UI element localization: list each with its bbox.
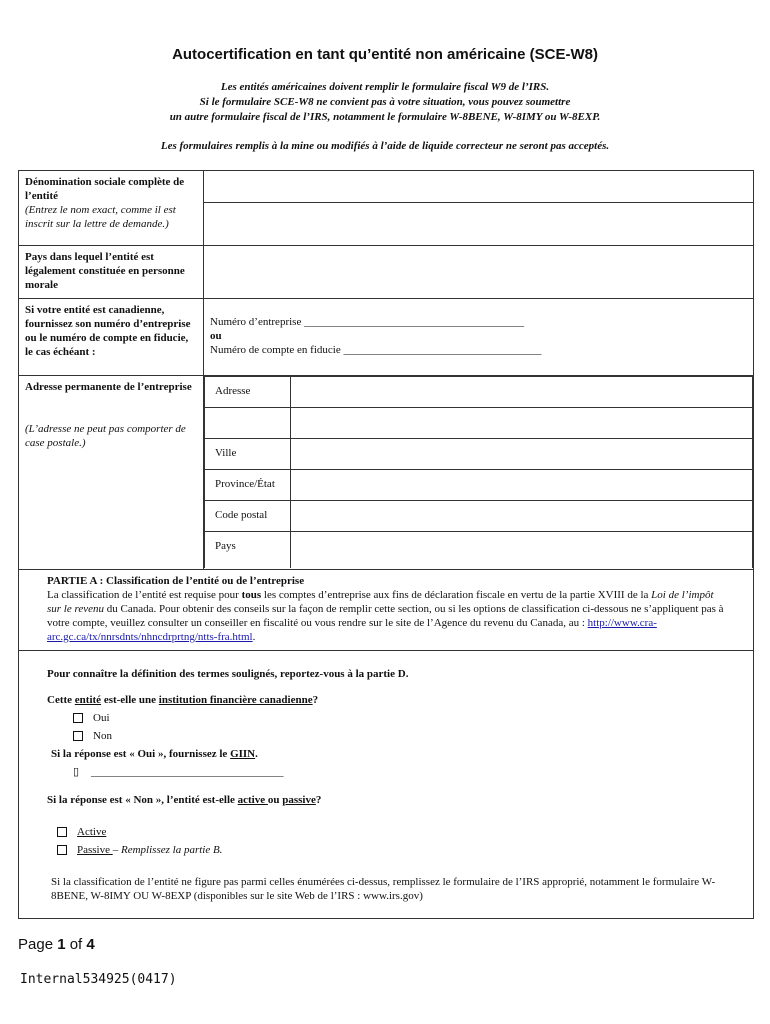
classification-section: [19, 651, 754, 919]
part-a-heading: PARTIE A : Classification de l’entité ou de l’entreprise: [47, 575, 305, 587]
country-address-input[interactable]: [291, 532, 753, 568]
option-passive[interactable]: Passive – Remplissez la partie B.: [47, 841, 725, 859]
intro-line-3: un autre formulaire fiscal de l’IRS, notamment le formulaire W-8BENE, W-8IMY ou W-8EXP.: [169, 111, 601, 123]
option-no[interactable]: Non: [47, 727, 725, 745]
name-input-cell[interactable]: [204, 171, 754, 246]
address-fields: [204, 376, 753, 568]
country-address-label: Pays: [205, 532, 291, 568]
postal-code-input[interactable]: [291, 501, 753, 532]
giin-bullet: ▯: [73, 766, 80, 778]
part-a-text: La classification de l’entité est requise pour tous les comptes d’entreprise aux fins de déclaration fiscale en vertu de la partie XVIII de la Loi de l’impôt sur le revenu du Canada. Pour obtenir des conseils sur la façon de remplir cette section, ou si les options de classification ci-dessous ne s’appliquent pas à votre compte, veuillez consulter un conseiller en fiscalité ou vous rendre sur le site de l’Agence du revenu du Canada, au : http://www.cra-arc.gc.ca/tx/nnrsdnts/nhncdrprtng/ntts-fra.html.: [47, 589, 724, 643]
active-checkbox[interactable]: [57, 827, 67, 837]
or-label: ou: [210, 330, 222, 342]
province-input[interactable]: [291, 470, 753, 501]
address-field-label: Adresse: [205, 377, 291, 408]
part-a-section: [19, 570, 754, 651]
business-number-field[interactable]: Numéro d’entreprise ________________________________________: [210, 316, 525, 328]
yes-checkbox[interactable]: [73, 713, 83, 723]
other-classification-note: Si la classification de l’entité ne figure pas parmi celles énumérées ci-dessus, remplissez le formulaire de l’IRS approprié, notamment le formulaire W-8BENE, W-8IMY OU W-8EXP (disponibles sur le site Web de l’IRS : www.irs.gov): [51, 876, 716, 902]
definitions-note: Pour connaître la définition des termes soulignés, reportez-vous à la partie D.: [47, 668, 409, 680]
address-field-label-2: [205, 408, 291, 439]
option-yes[interactable]: Oui: [47, 709, 725, 727]
page-indicator: Page 1 of 4: [18, 936, 95, 953]
address-hint: (L’adresse ne peut pas comporter de case postale.): [25, 423, 186, 449]
city-label: Ville: [205, 439, 291, 470]
option-active[interactable]: Active: [47, 823, 725, 841]
name-field-line-2[interactable]: [204, 203, 753, 245]
intro-line-2: Si le formulaire SCE-W8 ne convient pas à votre situation, vous pouvez soumettre: [199, 96, 571, 108]
giin-prompt: Si la réponse est « Oui », fournissez le GIIN.: [51, 748, 258, 760]
name-label-cell: [19, 171, 204, 246]
canadian-number-cell[interactable]: [204, 299, 754, 376]
country-field[interactable]: [204, 246, 754, 299]
city-input[interactable]: [291, 439, 753, 470]
intro-warning: Les formulaires remplis à la mine ou modifiés à l’aide de liquide correcteur ne seront pas acceptés.: [160, 140, 610, 152]
intro-line-1: Les entités américaines doivent remplir le formulaire fiscal W9 de l’IRS.: [220, 81, 550, 93]
passive-checkbox[interactable]: [57, 845, 67, 855]
question-active-passive: Si la réponse est « Non », l’entité est-elle active ou passive?: [47, 794, 322, 806]
country-label: Pays dans lequel l’entité est légalement constituée en personne morale: [25, 251, 185, 291]
province-label: Province/État: [205, 470, 291, 501]
name-field-line-1[interactable]: [204, 171, 753, 203]
postal-code-label: Code postal: [205, 501, 291, 532]
form-title: Autocertification en tant qu’entité non américaine (SCE-W8): [172, 46, 598, 63]
entity-form: [18, 170, 754, 919]
trust-number-field[interactable]: Numéro de compte en fiducie ____________________________________: [210, 344, 542, 356]
no-checkbox[interactable]: [73, 731, 83, 741]
form-code: Internal534925(0417): [20, 972, 177, 987]
name-hint: (Entrez le nom exact, comme il est inscrit sur la lettre de demande.): [25, 204, 176, 230]
address-input[interactable]: [291, 377, 753, 408]
name-label: Dénomination sociale complète de l’entité: [25, 176, 185, 202]
address-label: Adresse permanente de l’entreprise: [25, 381, 192, 393]
cra-link[interactable]: http://www.cra-arc.gc.ca/tx/nnrsdnts/nhncdrprtng/ntts-fra.html: [47, 617, 657, 643]
question-canadian-fi: Cette entité est-elle une institution financière canadienne?: [47, 694, 319, 706]
giin-field[interactable]: ▯ ___________________________________: [47, 763, 725, 781]
canadian-number-label: Si votre entité est canadienne, fournissez son numéro d’entreprise ou le numéro de compte en fiducie, le cas échéant :: [25, 304, 191, 358]
address-input-2[interactable]: [291, 408, 753, 439]
